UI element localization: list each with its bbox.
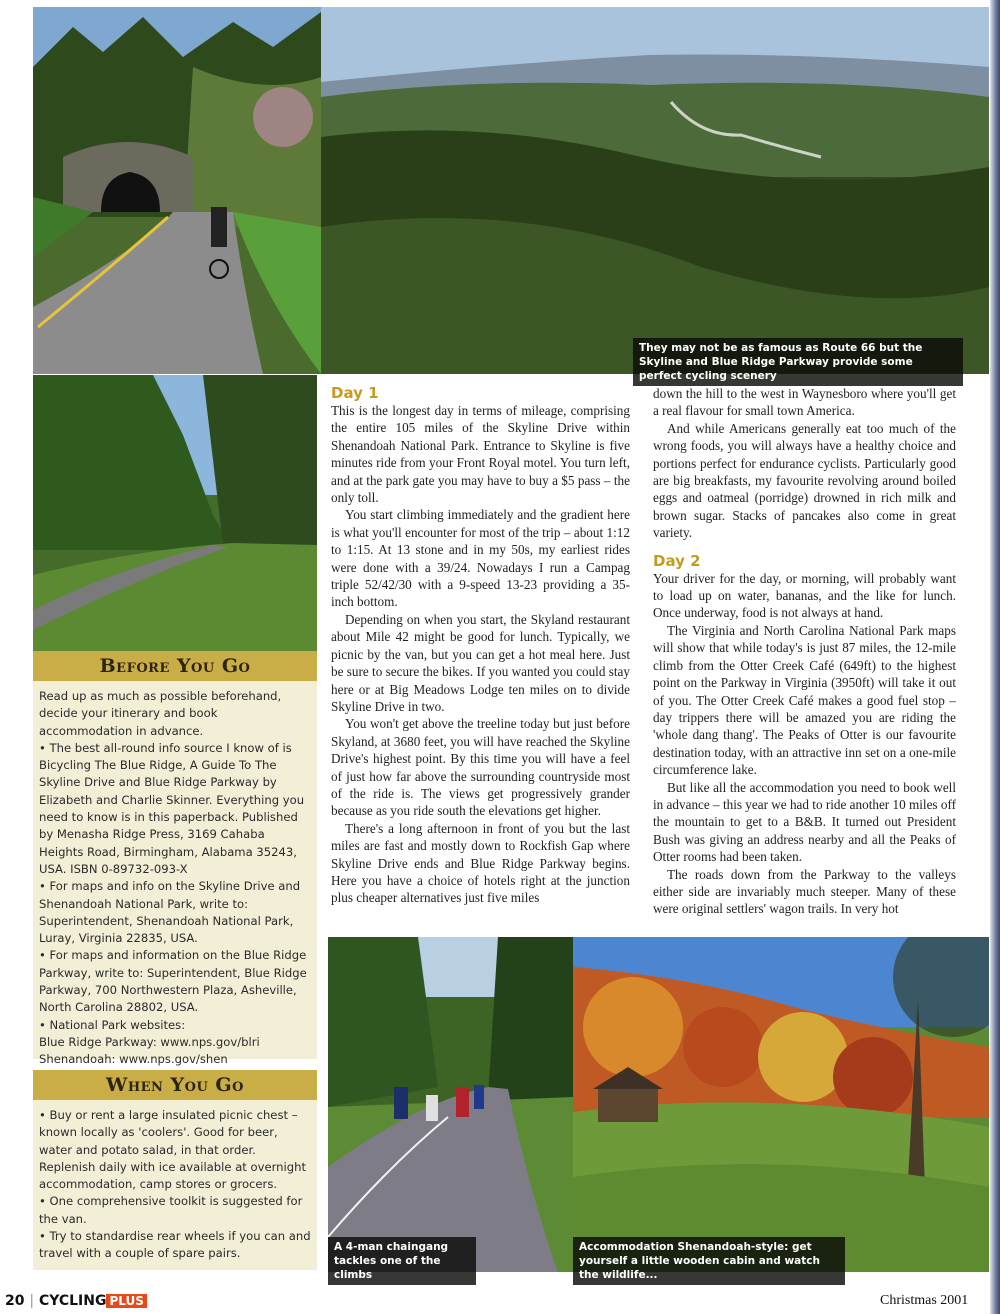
page-footer-left: 20 | CYCLING PLUS — [5, 1293, 147, 1309]
when-para: • Buy or rent a large insulated picnic chest – known locally as 'coolers'. Good for beer, water and potato salad, in that order. Replenish daily with ice available at overnight accommodation, camp stores or grocers. — [39, 1108, 306, 1192]
article-column-1 — [331, 384, 630, 907]
before-para: • The best all-round info source I know of is Bicycling The Blue Ridge, A Guide To The Skyline Drive and Blue Ridge Parkway by Elizabeth and Charlie Skinner. Everything you need to know is in this paperback. Published by Menasha Ridge Press, 3169 Cahaba Heights Road, Birmingham, Alabama 35243, USA. ISBN 0-89732-093-X — [39, 740, 305, 876]
before-you-go-box — [33, 651, 317, 1067]
when-para: • Try to standardise rear wheels if you can and travel with a couple of spare pairs. — [39, 1229, 311, 1261]
issue-date: Christmas 2001 — [880, 1293, 969, 1308]
when-you-go-title: When You Go — [33, 1070, 317, 1100]
caption-cabin: Accommodation Shenandoah-style: get yourself a little wooden cabin and watch the wildlife... — [573, 1237, 845, 1285]
caption-chaingang: A 4-man chaingang tackles one of the climbs — [328, 1237, 476, 1285]
before-para: • For maps and information on the Blue Ridge Parkway, write to: Superintendent, Blue Ridge Parkway, 700 Northwestern Plaza, Asheville, North Carolina 28802, USA. — [39, 948, 307, 1015]
article-paragraph: Your driver for the day, or morning, will probably want to load up on water, bananas, and the like for lunch. Once underway, food is not always at hand. — [653, 570, 956, 621]
photo-cabin — [573, 937, 989, 1272]
article-paragraph: You start climbing immediately and the gradient here is what you'll encounter for most of the trip – about 1:12 to 1:15. At 13 stone and in my 50s, my earliest rides were done with a 39/24. Nowadays I run a Campag triple 52/42/30 with a 9-speed 13-23 providing a 35-inch bottom. — [331, 507, 630, 610]
photo-mountain-panorama — [321, 7, 989, 374]
magazine-brand: CYCLING — [38, 1293, 107, 1309]
caption-panorama: They may not be as famous as Route 66 but the Skyline and Blue Ridge Parkway provide some perfect cycling scenery — [633, 338, 963, 386]
article-paragraph: There's a long afternoon in front of you but the last miles are fast and mostly down to Rockfish Gap where Skyline Drive ends and Blue Ridge Parkway begins. Here you have a choice of hotels right at the junction plus cheaper alternatives just five miles — [331, 820, 630, 906]
article-paragraph: But like all the accommodation you need to book well in advance – this year we had to ride another 10 miles off the mountain to get to a B&B. It turned out President Bush was giving an address nearby and all the Peaks of Otter rooms had been taken. — [653, 779, 956, 865]
article-paragraph: The roads down from the Parkway to the valleys either side are invariably much steeper. Many of these were original settlers' wagon trails. In very hot — [653, 866, 956, 917]
page-number: 20 — [5, 1293, 25, 1309]
photo-tunnel-road — [33, 7, 321, 374]
article-paragraph: You won't get above the treeline today but just before Skyland, at 3680 feet, you will have reached the Skyline Drive's highest point. By this time you will have a feel of just how far above the surrounding countryside most of the ride is. The views get progressively grander because as you ride south the elevations get higher. — [331, 716, 630, 819]
article-paragraph: Depending on when you start, the Skyland restaurant about Mile 42 might be good for lunch. Typically, we picnic by the van, but you can get a hot meal here. Just be sure to secure the bikes. If you wanted you could stay here or at Big Meadows Lodge ten miles on to divide Skyline Drive in two. — [331, 611, 630, 714]
article-paragraph: And while Americans generally eat too much of the wrong foods, you will always have a healthy choice and portions perfect for endurance cyclists. Particularly good are big breakfasts, my favourite revolving around boiled eggs and oatmeal (porridge) drowned in rich milk and brown sugar. Stacks of pancakes also come in great variety. — [653, 420, 956, 541]
before-para: • For maps and info on the Skyline Drive and Shenandoah National Park, write to: Superintendent, Shenandoah National Park, Luray, Virginia 22835, USA. — [39, 879, 301, 946]
before-you-go-body — [33, 688, 317, 1069]
when-para: • One comprehensive toolkit is suggested for the van. — [39, 1194, 303, 1226]
day-1-heading: Day 1 — [331, 384, 379, 402]
magazine-spine — [990, 0, 1000, 1314]
before-para: Read up as much as possible beforehand, decide your itinerary and book accommodation in advance. — [39, 689, 282, 738]
before-para: • National Park websites: — [39, 1017, 186, 1032]
article-paragraph: The Virginia and North Carolina National Park maps will show that while today's is just 87 miles, the 12-mile climb from the Otter Creek Café (649ft) to the highest point on the Parkway in Virginia (3950ft) will take it out of you. The Otter Creek Café makes a good fuel stop – day trippers there will be amazed you are riding the 'whole dang thang'. The Peaks of Otter is our favourite destination today, with an attractive inn set on a one-mile circumference lake. — [653, 622, 956, 778]
photo-chaingang — [328, 937, 573, 1272]
article-paragraph: down the hill to the west in Waynesboro where you'll get a real flavour for small town America. — [653, 386, 956, 419]
article-paragraph: This is the longest day in terms of mileage, comprising the entire 105 miles of the Skyline Drive within Shenandoah National Park. Entrance to Skyline is five minutes ride from your Front Royal motel. You turn left, and at the park gate you may have to buy a $5 pass – the only toll. — [331, 403, 630, 506]
photo-ridge-road — [33, 375, 317, 651]
before-you-go-title: Before You Go — [33, 651, 317, 681]
day-2-heading: Day 2 — [653, 551, 701, 570]
when-you-go-body — [33, 1107, 317, 1263]
when-you-go-box — [33, 1070, 317, 1270]
before-para: Shenandoah: www.nps.gov/shen — [39, 1052, 228, 1067]
before-para: Blue Ridge Parkway: www.nps.gov/blri — [39, 1034, 260, 1049]
magazine-brand-plus: PLUS — [106, 1294, 146, 1308]
article-column-2 — [653, 385, 956, 918]
